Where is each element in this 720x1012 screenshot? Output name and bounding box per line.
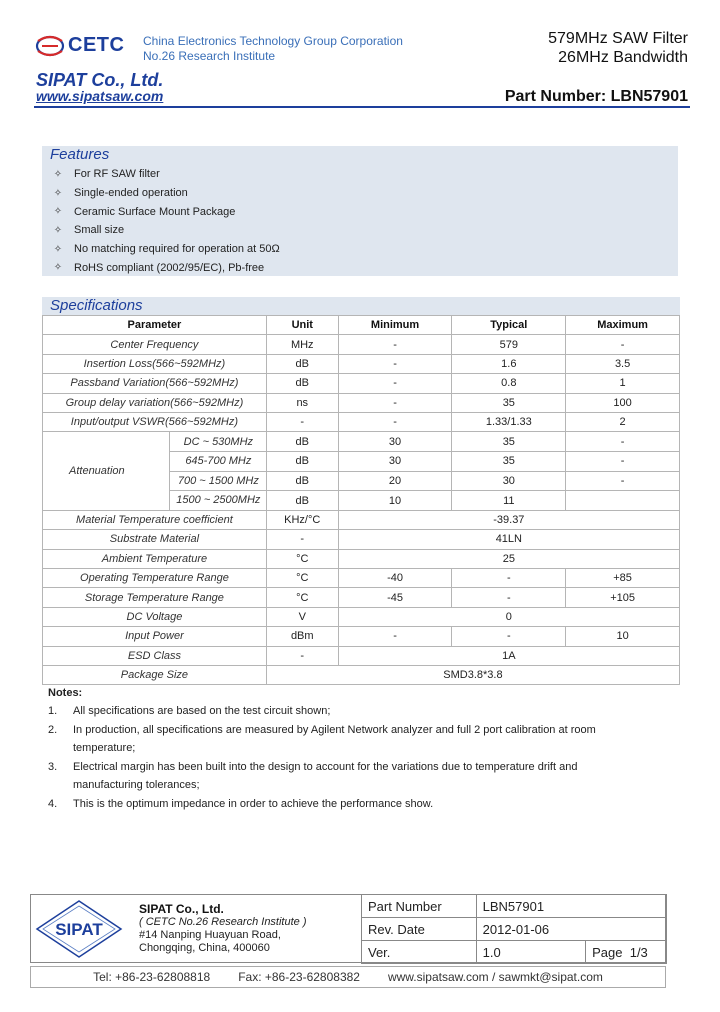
note-number: 4. xyxy=(48,797,58,810)
unit-cell: °C xyxy=(266,549,338,568)
table-row xyxy=(43,588,680,607)
unit-cell: dB xyxy=(266,354,338,373)
list-item: ✧ Ceramic Surface Mount Package xyxy=(42,202,678,221)
unit-cell: ns xyxy=(266,393,338,412)
max-cell: +105 xyxy=(566,588,680,607)
table-row xyxy=(43,549,680,568)
param-cell: Input/output VSWR(566~592MHz) xyxy=(43,412,267,431)
column-header: Parameter xyxy=(43,316,267,335)
max-cell: 10 xyxy=(566,627,680,646)
unit-cell: dB xyxy=(266,374,338,393)
param-cell: Center Frequency xyxy=(43,335,267,354)
param-cell: Package Size xyxy=(43,666,267,685)
value-cell: 41LN xyxy=(338,530,679,549)
notes-section xyxy=(48,686,628,814)
value-cell: 1A xyxy=(338,646,679,665)
unit-cell: dB xyxy=(266,451,338,471)
page-value: 1/3 xyxy=(629,944,648,960)
typ-cell: - xyxy=(452,569,566,588)
typ-cell: 30 xyxy=(452,471,566,491)
specifications-title: Specifications xyxy=(50,297,143,314)
org-line-1: China Electronics Technology Group Corporation xyxy=(143,34,403,48)
features-list xyxy=(42,164,678,277)
rev-date-label: Rev. Date xyxy=(362,918,477,941)
company-website-link[interactable]: www.sipatsaw.com xyxy=(36,88,164,104)
sipat-logo-icon xyxy=(35,899,123,959)
table-row xyxy=(43,607,680,626)
min-cell: - xyxy=(338,627,452,646)
attenuation-label: Attenuation xyxy=(69,465,125,478)
note-item xyxy=(48,795,628,814)
unit-cell: dB xyxy=(266,491,338,511)
header-divider xyxy=(34,106,690,108)
param-cell: ESD Class xyxy=(43,646,267,665)
list-item: ✧ RoHS compliant (2002/95/EC), Pb-free xyxy=(42,258,678,277)
product-title: 579MHz SAW Filter xyxy=(548,30,688,47)
unit-cell: dBm xyxy=(266,627,338,646)
cetc-logo-text: CETC xyxy=(68,34,125,56)
note-text: All specifications are based on the test circuit shown; xyxy=(73,705,331,717)
min-cell: - xyxy=(338,374,452,393)
part-number-heading: Part Number: LBN57901 xyxy=(504,88,688,105)
column-header: Unit xyxy=(266,316,338,335)
max-cell: 3.5 xyxy=(566,354,680,373)
table-header-row xyxy=(43,316,680,335)
unit-cell: °C xyxy=(266,588,338,607)
value-cell: SMD3.8*3.8 xyxy=(266,666,679,685)
specifications-title-bar xyxy=(42,297,680,315)
product-subtitle: 26MHz Bandwidth xyxy=(558,49,688,66)
min-cell: -45 xyxy=(338,588,452,607)
typ-cell: 579 xyxy=(452,335,566,354)
diamond-bullet-icon: ✧ xyxy=(53,206,63,218)
max-cell: 100 xyxy=(566,393,680,412)
footer-contact-bar xyxy=(30,966,666,988)
value-cell: 0 xyxy=(338,607,679,626)
min-cell: 10 xyxy=(338,491,452,511)
typ-cell: 11 xyxy=(452,491,566,511)
min-cell: - xyxy=(338,335,452,354)
table-row xyxy=(43,666,680,685)
value-cell: 25 xyxy=(338,549,679,568)
note-number: 3. xyxy=(48,760,58,773)
sipat-logo-text: SIPAT xyxy=(55,920,103,939)
note-text: This is the optimum impedance in order to achieve the performance show. xyxy=(73,797,434,810)
table-row xyxy=(43,627,680,646)
part-number-value: LBN57901 xyxy=(476,895,666,918)
footer-address-line-1: #14 Nanping Huayuan Road, xyxy=(139,929,281,941)
table-row xyxy=(43,335,680,354)
list-item: ✧ No matching required for operation at 50Ω xyxy=(42,240,678,259)
param-cell: Group delay variation(566~592MHz) xyxy=(43,393,267,412)
typ-cell: 35 xyxy=(452,451,566,471)
diamond-bullet-icon: ✧ xyxy=(53,262,63,274)
param-cell: Input Power xyxy=(43,627,267,646)
note-item xyxy=(48,758,628,795)
features-title: Features xyxy=(50,146,110,163)
footer-company: SIPAT Co., Ltd. xyxy=(139,902,224,916)
list-item: ✧ Small size xyxy=(42,221,678,240)
table-row xyxy=(43,374,680,393)
unit-cell: °C xyxy=(266,569,338,588)
param-cell: Operating Temperature Range xyxy=(43,569,267,588)
min-cell: -40 xyxy=(338,569,452,588)
min-cell: - xyxy=(338,354,452,373)
typ-cell: 35 xyxy=(452,393,566,412)
band-cell: 1500 ~ 2500MHz xyxy=(169,491,267,510)
footer-web-email-link[interactable]: www.sipatsaw.com / sawmkt@sipat.com xyxy=(387,970,603,984)
note-number: 2. xyxy=(48,723,58,736)
footer-info-box xyxy=(30,894,666,963)
max-cell: - xyxy=(566,451,680,471)
param-cell: Passband Variation(566~592MHz) xyxy=(43,374,267,393)
specifications-table xyxy=(42,315,680,685)
page-cell xyxy=(586,941,667,964)
max-cell: - xyxy=(566,432,680,452)
page-label: Page xyxy=(592,944,623,960)
table-row xyxy=(362,918,667,941)
version-label: Ver. xyxy=(362,941,477,964)
notes-title: Notes: xyxy=(48,687,83,699)
typ-cell: 35 xyxy=(452,432,566,452)
table-row xyxy=(43,569,680,588)
max-cell: - xyxy=(566,471,680,491)
min-cell: - xyxy=(338,393,452,412)
list-item: ✧ For RF SAW filter xyxy=(42,165,678,184)
min-cell: - xyxy=(338,412,452,431)
diamond-bullet-icon: ✧ xyxy=(53,168,63,180)
band-cell: DC ~ 530MHz xyxy=(169,432,267,451)
typ-cell: - xyxy=(452,588,566,607)
note-number: 1. xyxy=(48,705,58,717)
table-row xyxy=(43,393,680,412)
max-cell: 1 xyxy=(566,374,680,393)
list-item: ✧ Single-ended operation xyxy=(42,184,678,203)
rev-date-value: 2012-01-06 xyxy=(476,918,666,941)
max-cell: 2 xyxy=(566,412,680,431)
unit-cell: KHz/°C xyxy=(266,510,338,529)
param-cell: Storage Temperature Range xyxy=(43,588,267,607)
footer-tel: Tel: +86-23-62808818 xyxy=(93,970,211,984)
band-cell: 700 ~ 1500 MHz xyxy=(169,471,267,490)
column-header: Typical xyxy=(452,316,566,335)
document-info-table xyxy=(361,894,667,964)
max-cell: +85 xyxy=(566,569,680,588)
column-header: Minimum xyxy=(338,316,452,335)
note-text: In production, all specifications are measured by Agilent Network analyzer and full 2 port calibration at room temperature; xyxy=(73,723,596,755)
table-row xyxy=(362,895,667,918)
footer-address-line-2: Chongqing, China, 400060 xyxy=(139,942,270,954)
table-row xyxy=(43,432,680,452)
footer-address xyxy=(139,903,307,955)
org-name xyxy=(143,34,403,64)
band-cell: 645-700 MHz xyxy=(169,452,267,471)
param-cell: Substrate Material xyxy=(43,530,267,549)
diamond-bullet-icon: ✧ xyxy=(53,187,63,199)
max-cell xyxy=(566,491,680,511)
unit-cell: - xyxy=(266,646,338,665)
note-text: Electrical margin has been built into the design to account for the variations due to temperature drift and manufacturing tolerances; xyxy=(73,760,578,792)
features-section xyxy=(42,146,678,276)
value-cell: -39.37 xyxy=(338,510,679,529)
table-row xyxy=(43,412,680,431)
param-cell: Insertion Loss(566~592MHz) xyxy=(43,354,267,373)
diamond-bullet-icon: ✧ xyxy=(53,224,63,236)
table-row xyxy=(43,530,680,549)
version-value: 1.0 xyxy=(476,941,585,964)
org-line-2: No.26 Research Institute xyxy=(143,49,276,63)
unit-cell: MHz xyxy=(266,335,338,354)
table-row xyxy=(43,646,680,665)
table-row xyxy=(43,510,680,529)
attenuation-band-subtable xyxy=(169,432,267,510)
part-number-label: Part Number xyxy=(362,895,477,918)
typ-cell: 1.6 xyxy=(452,354,566,373)
param-cell: Material Temperature coefficient xyxy=(43,510,267,529)
unit-cell: V xyxy=(266,607,338,626)
diamond-bullet-icon: ✧ xyxy=(53,243,63,255)
company-name: SIPAT Co., Ltd. xyxy=(36,70,164,90)
min-cell: 30 xyxy=(338,432,452,452)
footer-fax: Fax: +86-23-62808382 xyxy=(238,970,360,984)
min-cell: 30 xyxy=(338,451,452,471)
note-item xyxy=(48,721,628,758)
attenuation-label-cell xyxy=(43,432,267,511)
typ-cell: - xyxy=(452,627,566,646)
note-item xyxy=(48,702,628,721)
max-cell: - xyxy=(566,335,680,354)
typ-cell: 0.8 xyxy=(452,374,566,393)
column-header: Maximum xyxy=(566,316,680,335)
footer-institute: ( CETC No.26 Research Institute ) xyxy=(139,916,307,928)
table-row xyxy=(43,354,680,373)
unit-cell: - xyxy=(266,530,338,549)
min-cell: 20 xyxy=(338,471,452,491)
param-cell: Ambient Temperature xyxy=(43,549,267,568)
typ-cell: 1.33/1.33 xyxy=(452,412,566,431)
table-row xyxy=(362,941,667,964)
param-cell: DC Voltage xyxy=(43,607,267,626)
unit-cell: - xyxy=(266,412,338,431)
unit-cell: dB xyxy=(266,432,338,452)
unit-cell: dB xyxy=(266,471,338,491)
